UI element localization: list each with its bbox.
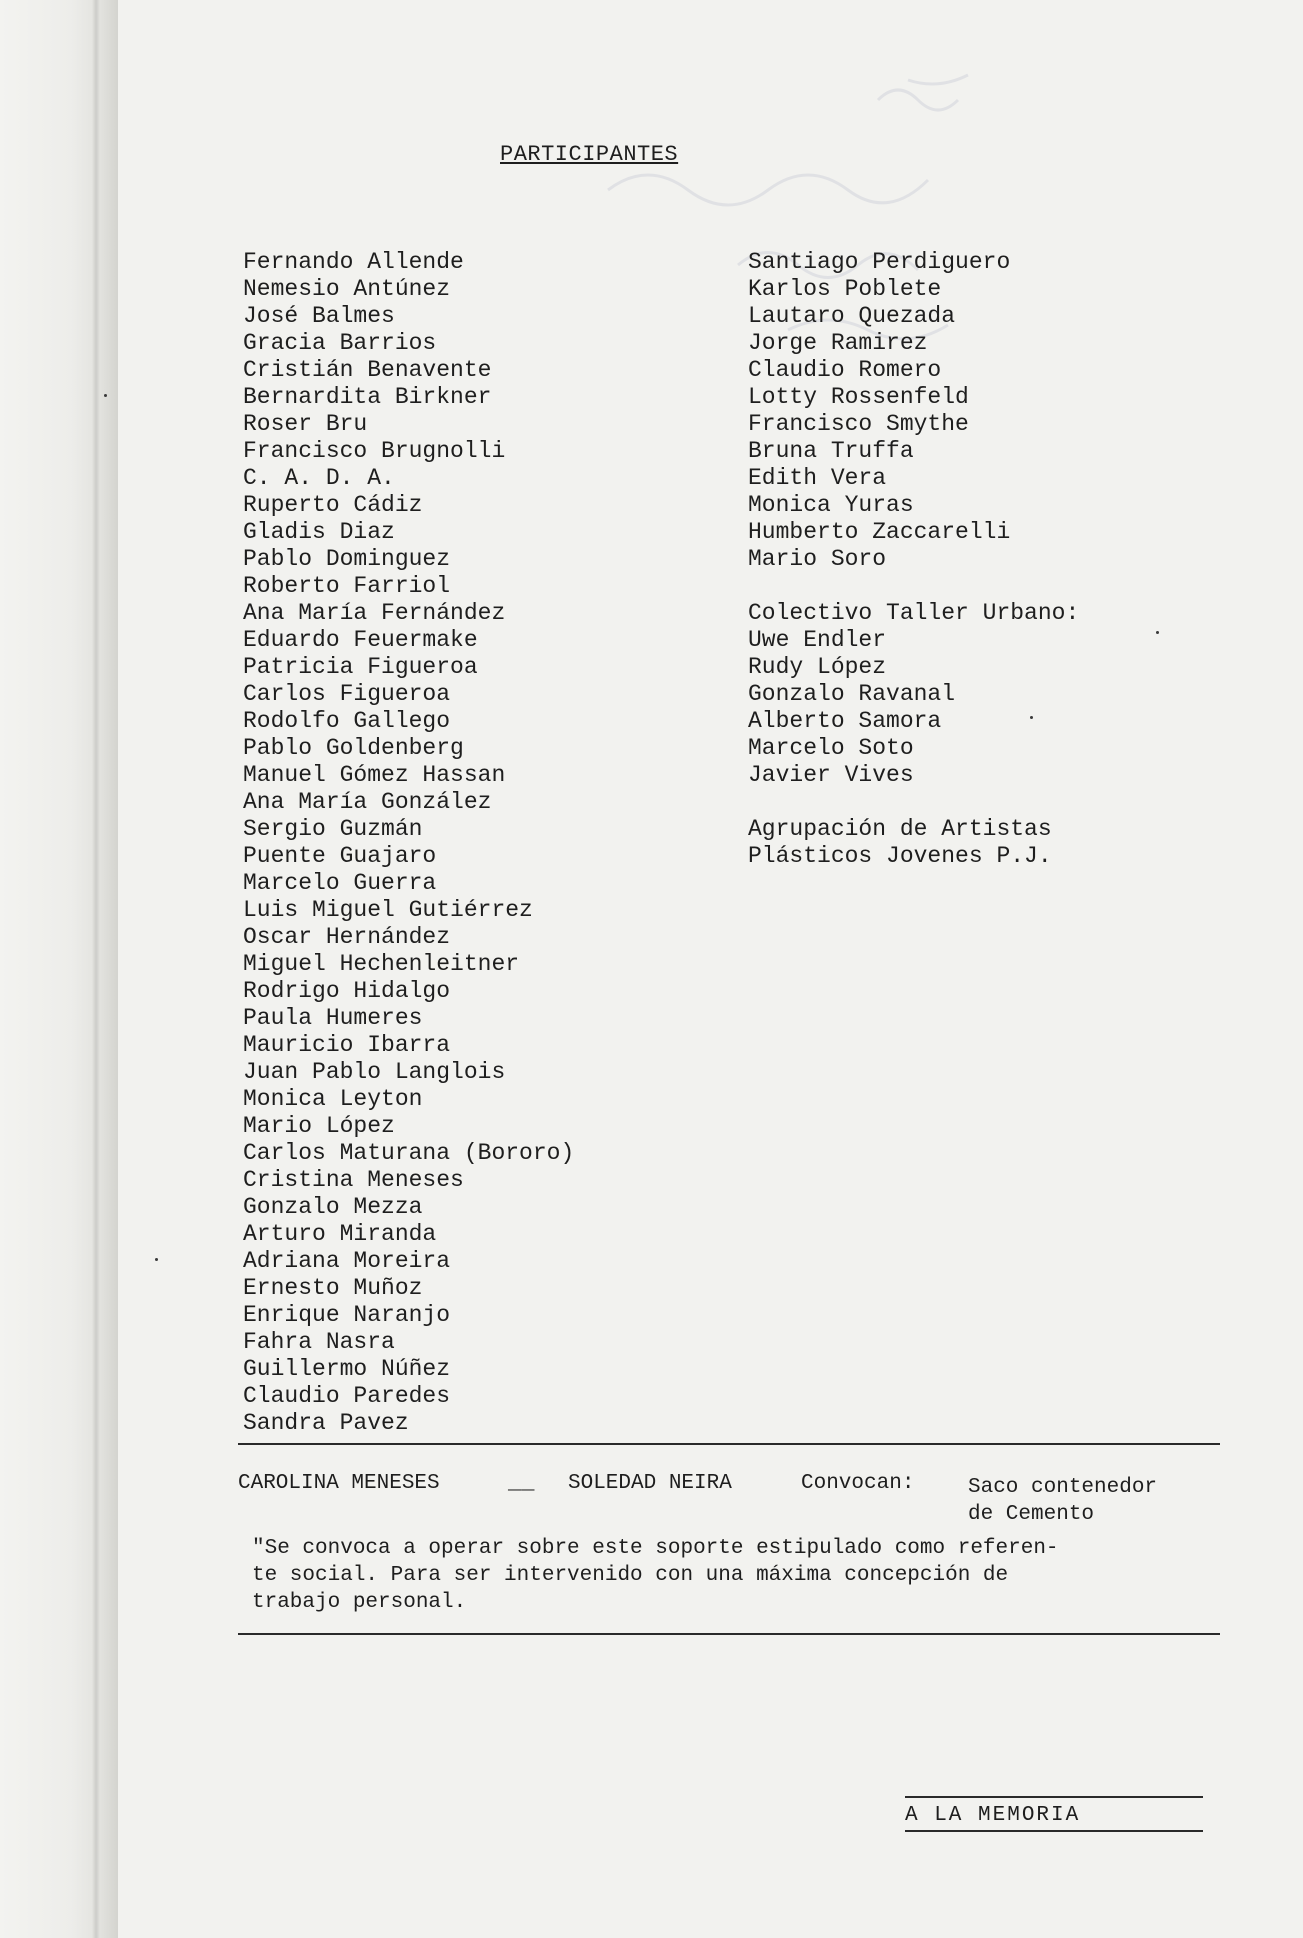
list-item: Adriana Moreira <box>243 1248 451 1274</box>
list-item: Ana María González <box>243 789 492 815</box>
list-item: Guillermo Núñez <box>243 1356 451 1382</box>
list-item: Lotty Rossenfeld <box>748 384 969 410</box>
convener-names-2: SOLEDAD NEIRA <box>568 1472 732 1495</box>
list-item: Carlos Figueroa <box>243 681 451 707</box>
collective-member: Uwe Endler <box>748 627 887 653</box>
list-item: Arturo Miranda <box>243 1221 437 1247</box>
convocation-quote <box>252 1535 1232 1616</box>
list-item: Enrique Naranjo <box>243 1302 451 1328</box>
list-item: Gladis Diaz <box>243 519 395 545</box>
list-item: Lautaro Quezada <box>748 303 956 329</box>
divider-bottom <box>238 1633 1220 1635</box>
list-item: Claudio Paredes <box>243 1383 451 1409</box>
list-item: Mario López <box>243 1113 395 1139</box>
footer-memoria <box>905 1796 1203 1832</box>
list-item: Francisco Brugnolli <box>243 438 506 464</box>
quote-line-2: te social. Para ser intervenido con una máxima concepción de <box>252 1564 1009 1587</box>
list-item: Pablo Dominguez <box>243 546 451 572</box>
list-spacer <box>748 789 1079 816</box>
list-item: Patricia Figueroa <box>243 654 478 680</box>
list-item: Ernesto Muñoz <box>243 1275 423 1301</box>
footer-text: A LA MEMORIA <box>905 1804 1081 1827</box>
list-spacer <box>748 573 1079 600</box>
list-item: Mario Soro <box>748 546 887 572</box>
convocation-object <box>968 1474 1157 1528</box>
list-item: Edith Vera <box>748 465 887 491</box>
collective-member: Gonzalo Ravanal <box>748 681 956 707</box>
convener-names-1: CAROLINA MENESES <box>238 1472 440 1495</box>
ink-speck <box>104 394 107 397</box>
list-item: Eduardo Feuermake <box>243 627 478 653</box>
convocan-label: Convocan: <box>801 1472 915 1495</box>
list-item: Mauricio Ibarra <box>243 1032 451 1058</box>
page-title: PARTICIPANTES <box>500 142 679 167</box>
ink-speck <box>155 1258 158 1261</box>
list-item: Oscar Hernández <box>243 924 451 950</box>
list-item: Luis Miguel Gutiérrez <box>243 897 533 923</box>
list-item: Sergio Guzmán <box>243 816 423 842</box>
convener-dash: __ <box>508 1470 535 1495</box>
list-item: Sandra Pavez <box>243 1410 409 1436</box>
collective-member: Javier Vives <box>748 762 914 788</box>
group-line-1: Agrupación de Artistas <box>748 816 1052 842</box>
list-item: Claudio Romero <box>748 357 942 383</box>
list-item: Gracia Barrios <box>243 330 437 356</box>
collective-member: Marcelo Soto <box>748 735 914 761</box>
group-line-2: Plásticos Jovenes P.J. <box>748 843 1052 869</box>
list-item: Fahra Nasra <box>243 1329 395 1355</box>
participants-left-column <box>243 249 574 1437</box>
binding-margin <box>0 0 118 1938</box>
list-item: Monica Yuras <box>748 492 914 518</box>
divider-top <box>238 1443 1220 1445</box>
quote-line-1: "Se convoca a operar sobre este soporte estipulado como referen- <box>252 1537 1059 1560</box>
list-item: Bernardita Birkner <box>243 384 492 410</box>
list-item: Monica Leyton <box>243 1086 423 1112</box>
list-item: Humberto Zaccarelli <box>748 519 1011 545</box>
list-item: Rodrigo Hidalgo <box>243 978 451 1004</box>
list-item: José Balmes <box>243 303 395 329</box>
list-item: Jorge Ramirez <box>748 330 928 356</box>
quote-line-3: trabajo personal. <box>252 1591 467 1614</box>
list-item: Cristián Benavente <box>243 357 492 383</box>
list-item: Rodolfo Gallego <box>243 708 451 734</box>
ink-speck <box>1030 716 1033 719</box>
collective-heading: Colectivo Taller Urbano: <box>748 600 1080 626</box>
list-item: Manuel Gómez Hassan <box>243 762 506 788</box>
list-item: Paula Humeres <box>243 1005 423 1031</box>
list-item: Roser Bru <box>243 411 368 437</box>
list-item: Juan Pablo Langlois <box>243 1059 506 1085</box>
list-item: Gonzalo Mezza <box>243 1194 423 1220</box>
list-item: Karlos Poblete <box>748 276 942 302</box>
list-item: Ana María Fernández <box>243 600 506 626</box>
list-item: Roberto Farriol <box>243 573 451 599</box>
binding-fold <box>92 0 100 1938</box>
list-item: Ruperto Cádiz <box>243 492 423 518</box>
list-item: Miguel Hechenleitner <box>243 951 520 977</box>
list-item: Nemesio Antúnez <box>243 276 451 302</box>
list-item: Pablo Goldenberg <box>243 735 464 761</box>
ink-speck <box>1156 631 1159 634</box>
collective-member: Alberto Samora <box>748 708 942 734</box>
list-item: Bruna Truffa <box>748 438 914 464</box>
object-line-2: de Cemento <box>968 1503 1095 1526</box>
list-item: Cristina Meneses <box>243 1167 464 1193</box>
list-item: Marcelo Guerra <box>243 870 437 896</box>
list-item: C. A. D. A. <box>243 465 395 491</box>
list-item: Francisco Smythe <box>748 411 969 437</box>
list-item: Santiago Perdiguero <box>748 249 1011 275</box>
list-item: Fernando Allende <box>243 249 464 275</box>
collective-member: Rudy López <box>748 654 887 680</box>
list-item: Carlos Maturana (Bororo) <box>243 1140 575 1166</box>
participants-right-column <box>748 249 1079 870</box>
object-line-1: Saco contenedor <box>968 1476 1158 1499</box>
list-item: Puente Guajaro <box>243 843 437 869</box>
